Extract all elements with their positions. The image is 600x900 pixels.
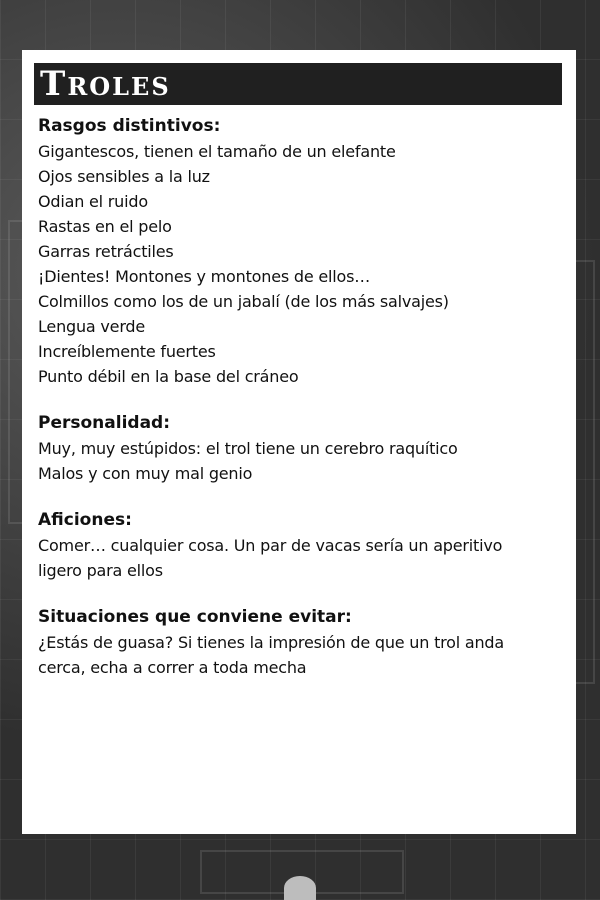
list-item: Garras retráctiles xyxy=(38,242,174,261)
page-number-tab xyxy=(284,876,316,900)
page-title xyxy=(40,64,171,104)
card-content xyxy=(38,114,568,702)
section-situaciones xyxy=(38,605,568,680)
section-heading: Aficiones: xyxy=(38,510,132,530)
text-line: cerca, echa a correr a toda mecha xyxy=(38,658,307,677)
section-rasgos xyxy=(38,114,568,389)
text-line: ¿Estás de guasa? Si tienes la impresión de que un trol anda xyxy=(38,633,504,652)
list-item: ¡Dientes! Montones y montones de ellos… xyxy=(38,267,371,286)
section-personalidad xyxy=(38,411,568,486)
list-item: Increíblemente fuertes xyxy=(38,342,216,361)
list-item: Rastas en el pelo xyxy=(38,217,172,236)
list-item: Muy, muy estúpidos: el trol tiene un cerebro raquítico xyxy=(38,439,458,458)
list-item: Malos y con muy mal genio xyxy=(38,464,253,483)
section-aficiones xyxy=(38,508,568,583)
list-item: Ojos sensibles a la luz xyxy=(38,167,210,186)
section-heading: Rasgos distintivos: xyxy=(38,116,221,136)
list-item: Gigantescos, tienen el tamaño de un elefante xyxy=(38,142,396,161)
title-bar xyxy=(34,63,562,105)
text-line: ligero para ellos xyxy=(38,561,163,580)
title-rest: ROLES xyxy=(67,72,171,101)
list-item: Odian el ruido xyxy=(38,192,148,211)
list-item: Lengua verde xyxy=(38,317,146,336)
text-line: Comer… cualquier cosa. Un par de vacas sería un aperitivo xyxy=(38,536,503,555)
section-heading: Situaciones que conviene evitar: xyxy=(38,607,352,627)
list-item: Punto débil en la base del cráneo xyxy=(38,367,299,386)
section-heading: Personalidad: xyxy=(38,413,171,433)
title-first-letter: T xyxy=(40,64,68,104)
list-item: Colmillos como los de un jabalí (de los más salvajes) xyxy=(38,292,449,311)
troll-info-card xyxy=(22,50,576,834)
